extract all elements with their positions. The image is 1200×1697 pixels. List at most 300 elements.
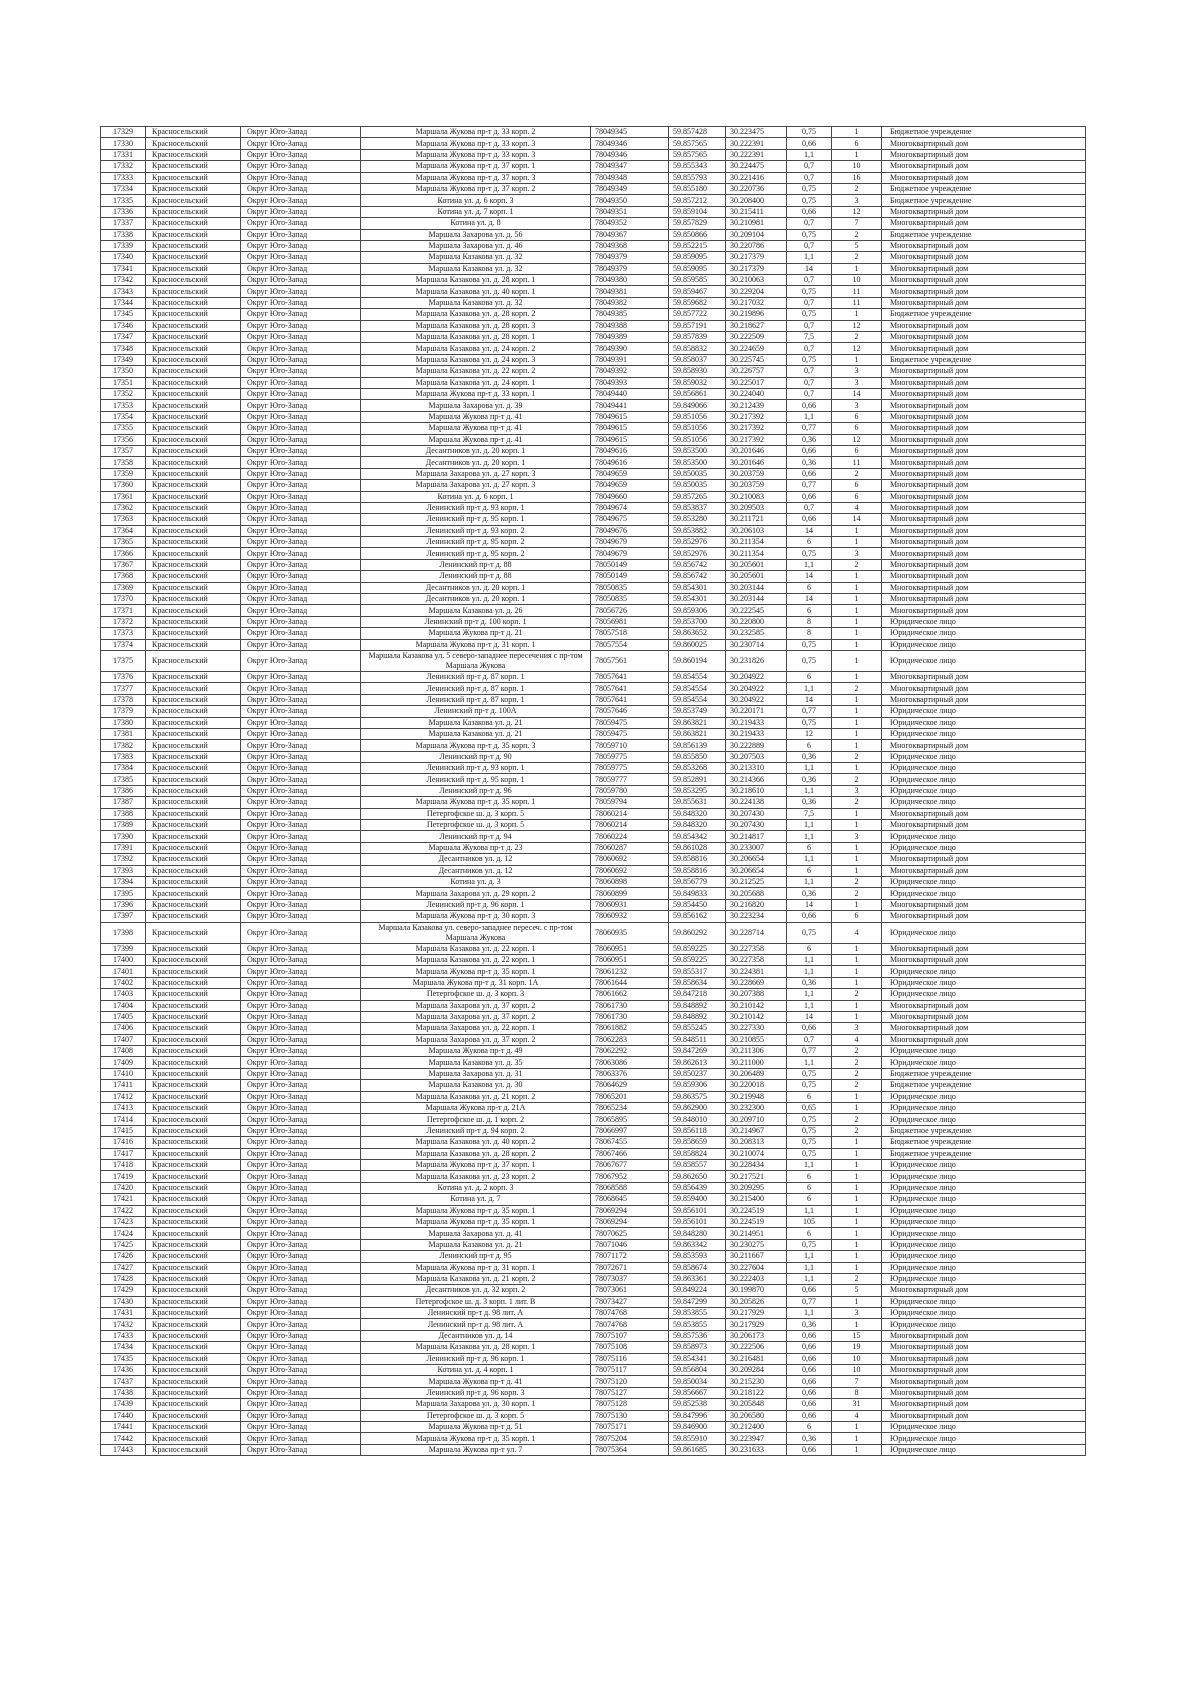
cell-count: 7 xyxy=(832,218,882,229)
cell-address: Петергофское ш. д. 3 корп. 1 лит. В xyxy=(361,1296,591,1307)
cell-longitude: 30.227330 xyxy=(726,1023,787,1034)
cell-district: Красносельский xyxy=(146,229,241,240)
cell-latitude: 59.852891 xyxy=(669,774,726,785)
cell-longitude: 30.211354 xyxy=(726,548,787,559)
table-row xyxy=(101,1273,1086,1284)
cell-code: 78049675 xyxy=(591,514,669,525)
cell-latitude: 59.853700 xyxy=(669,616,726,627)
cell-district: Красносельский xyxy=(146,797,241,808)
cell-district: Красносельский xyxy=(146,1023,241,1034)
cell-value: 0,77 xyxy=(787,423,832,434)
cell-code: 78057518 xyxy=(591,628,669,639)
cell-code: 78060951 xyxy=(591,943,669,954)
cell-value: 1,1 xyxy=(787,1273,832,1284)
cell-code: 78049347 xyxy=(591,161,669,172)
cell-value: 0,36 xyxy=(787,797,832,808)
cell-code: 78049615 xyxy=(591,423,669,434)
cell-code: 78049379 xyxy=(591,252,669,263)
cell-longitude: 30.210142 xyxy=(726,1011,787,1022)
cell-id: 17380 xyxy=(101,717,146,728)
cell-address: Ленинский пр-т д. 93 корп. 1 xyxy=(361,763,591,774)
cell-okrug: Округ Юго-Запад xyxy=(241,252,361,263)
cell-value: 0,66 xyxy=(787,1365,832,1376)
cell-address: Десантников ул. д. 20 корп. 1 xyxy=(361,457,591,468)
cell-latitude: 59.855631 xyxy=(669,797,726,808)
table-row xyxy=(101,954,1086,965)
cell-longitude: 30.204922 xyxy=(726,683,787,694)
cell-code: 78060214 xyxy=(591,820,669,831)
cell-id: 17384 xyxy=(101,763,146,774)
cell-latitude: 59.860025 xyxy=(669,639,726,650)
cell-okrug: Округ Юго-Запад xyxy=(241,1125,361,1136)
cell-latitude: 59.856861 xyxy=(669,388,726,399)
cell-count: 1 xyxy=(832,537,882,548)
cell-id: 17430 xyxy=(101,1296,146,1307)
cell-value: 14 xyxy=(787,1011,832,1022)
cell-address: Маршала Захарова ул. д. 22 корп. 1 xyxy=(361,1023,591,1034)
cell-latitude: 59.846900 xyxy=(669,1421,726,1432)
cell-count: 10 xyxy=(832,1353,882,1364)
cell-value: 6 xyxy=(787,1228,832,1239)
cell-value: 6 xyxy=(787,605,832,616)
cell-okrug: Округ Юго-Запад xyxy=(241,275,361,286)
cell-object-type: Юридическое лицо xyxy=(882,1421,1086,1432)
table-row xyxy=(101,1103,1086,1114)
cell-id: 17422 xyxy=(101,1205,146,1216)
cell-longitude: 30.209104 xyxy=(726,229,787,240)
cell-longitude: 30.224040 xyxy=(726,388,787,399)
cell-count: 1 xyxy=(832,899,882,910)
cell-okrug: Округ Юго-Запад xyxy=(241,831,361,842)
cell-okrug: Округ Юго-Запад xyxy=(241,491,361,502)
cell-count: 1 xyxy=(832,571,882,582)
cell-district: Красносельский xyxy=(146,457,241,468)
cell-address: Котина ул. д. 7 корп. 1 xyxy=(361,206,591,217)
cell-latitude: 59.859225 xyxy=(669,943,726,954)
cell-latitude: 59.855910 xyxy=(669,1433,726,1444)
cell-object-type: Юридическое лицо xyxy=(882,1251,1086,1262)
table-row xyxy=(101,1125,1086,1136)
cell-okrug: Округ Юго-Запад xyxy=(241,706,361,717)
cell-code: 78056726 xyxy=(591,605,669,616)
cell-okrug: Округ Юго-Запад xyxy=(241,751,361,762)
cell-latitude: 59.853749 xyxy=(669,706,726,717)
cell-address: Маршала Казакова ул. д. 28 корп. 2 xyxy=(361,309,591,320)
cell-id: 17377 xyxy=(101,683,146,694)
cell-address: Ленинский пр-т д. 87 корп. 1 xyxy=(361,694,591,705)
cell-value: 1,1 xyxy=(787,989,832,1000)
cell-longitude: 30.204922 xyxy=(726,671,787,682)
cell-latitude: 59.848280 xyxy=(669,1228,726,1239)
cell-id: 17331 xyxy=(101,149,146,160)
cell-object-type: Многоквартирный дом xyxy=(882,582,1086,593)
cell-value: 1,1 xyxy=(787,966,832,977)
cell-district: Красносельский xyxy=(146,1159,241,1170)
cell-district: Красносельский xyxy=(146,138,241,149)
cell-address: Маршала Казакова ул. д. 32 xyxy=(361,252,591,263)
cell-object-type: Многоквартирный дом xyxy=(882,1387,1086,1398)
cell-id: 17396 xyxy=(101,899,146,910)
cell-id: 17408 xyxy=(101,1046,146,1057)
cell-longitude: 30.224519 xyxy=(726,1205,787,1216)
table-row xyxy=(101,1308,1086,1319)
cell-address: Маршала Жукова пр-т д. 41 xyxy=(361,434,591,445)
cell-latitude: 59.856118 xyxy=(669,1125,726,1136)
cell-code: 78060287 xyxy=(591,842,669,853)
table-row xyxy=(101,206,1086,217)
cell-okrug: Округ Юго-Запад xyxy=(241,1023,361,1034)
cell-value: 0,66 xyxy=(787,1399,832,1410)
table-row xyxy=(101,127,1086,138)
cell-object-type: Бюджетное учреждение xyxy=(882,354,1086,365)
cell-latitude: 59.857839 xyxy=(669,332,726,343)
cell-object-type: Многоквартирный дом xyxy=(882,514,1086,525)
cell-district: Красносельский xyxy=(146,1353,241,1364)
cell-id: 17354 xyxy=(101,411,146,422)
cell-latitude: 59.853268 xyxy=(669,763,726,774)
cell-code: 78050835 xyxy=(591,582,669,593)
cell-code: 78049348 xyxy=(591,172,669,183)
cell-longitude: 30.208400 xyxy=(726,195,787,206)
cell-value: 0,66 xyxy=(787,400,832,411)
cell-okrug: Округ Юго-Запад xyxy=(241,582,361,593)
cell-object-type: Многоквартирный дом xyxy=(882,1365,1086,1376)
cell-object-type: Многоквартирный дом xyxy=(882,820,1086,831)
cell-district: Красносельский xyxy=(146,206,241,217)
cell-longitude: 30.211306 xyxy=(726,1046,787,1057)
cell-object-type: Многоквартирный дом xyxy=(882,286,1086,297)
table-row xyxy=(101,1251,1086,1262)
cell-code: 78073427 xyxy=(591,1296,669,1307)
cell-count: 1 xyxy=(832,1433,882,1444)
cell-value: 0,75 xyxy=(787,1080,832,1091)
cell-district: Красносельский xyxy=(146,525,241,536)
cell-longitude: 30.222391 xyxy=(726,149,787,160)
table-row xyxy=(101,1023,1086,1034)
cell-value: 6 xyxy=(787,1421,832,1432)
cell-longitude: 30.211354 xyxy=(726,537,787,548)
cell-latitude: 59.856779 xyxy=(669,877,726,888)
cell-latitude: 59.856742 xyxy=(669,571,726,582)
cell-id: 17367 xyxy=(101,559,146,570)
cell-address: Десантников ул. д. 12 xyxy=(361,854,591,865)
cell-count: 1 xyxy=(832,1216,882,1227)
cell-object-type: Юридическое лицо xyxy=(882,1194,1086,1205)
cell-code: 78063086 xyxy=(591,1057,669,1068)
cell-value: 1,1 xyxy=(787,1205,832,1216)
table-row xyxy=(101,1421,1086,1432)
cell-count: 5 xyxy=(832,240,882,251)
cell-value: 0,7 xyxy=(787,275,832,286)
cell-okrug: Округ Юго-Запад xyxy=(241,740,361,751)
cell-object-type: Многоквартирный дом xyxy=(882,1011,1086,1022)
table-row xyxy=(101,1171,1086,1182)
table-row xyxy=(101,480,1086,491)
cell-value: 0,7 xyxy=(787,1034,832,1045)
table-row xyxy=(101,808,1086,819)
cell-object-type: Многоквартирный дом xyxy=(882,943,1086,954)
cell-code: 78049440 xyxy=(591,388,669,399)
cell-okrug: Округ Юго-Запад xyxy=(241,820,361,831)
cell-district: Красносельский xyxy=(146,1011,241,1022)
cell-district: Красносельский xyxy=(146,434,241,445)
cell-district: Красносельский xyxy=(146,491,241,502)
cell-object-type: Юридическое лицо xyxy=(882,751,1086,762)
cell-id: 17392 xyxy=(101,854,146,865)
cell-value: 6 xyxy=(787,537,832,548)
cell-address: Петергофское ш. д. 3 корп. 3 xyxy=(361,989,591,1000)
cell-count: 1 xyxy=(832,1194,882,1205)
cell-code: 78075130 xyxy=(591,1410,669,1421)
cell-address: Ленинский пр-т д. 95 xyxy=(361,1251,591,1262)
cell-address: Ленинский пр-т д. 94 xyxy=(361,831,591,842)
cell-okrug: Округ Юго-Запад xyxy=(241,763,361,774)
cell-address: Ленинский пр-т д. 93 корп. 2 xyxy=(361,525,591,536)
cell-latitude: 59.858557 xyxy=(669,1159,726,1170)
cell-id: 17346 xyxy=(101,320,146,331)
cell-id: 17423 xyxy=(101,1216,146,1227)
cell-code: 78074768 xyxy=(591,1308,669,1319)
cell-id: 17387 xyxy=(101,797,146,808)
cell-address: Ленинский пр-т д. 93 корп. 1 xyxy=(361,502,591,513)
cell-okrug: Округ Юго-Запад xyxy=(241,240,361,251)
cell-object-type: Юридическое лицо xyxy=(882,728,1086,739)
table-row xyxy=(101,537,1086,548)
cell-code: 78049679 xyxy=(591,537,669,548)
table-row xyxy=(101,263,1086,274)
cell-address: Маршала Жукова пр-т д. 30 корп. 3 xyxy=(361,911,591,922)
cell-object-type: Многоквартирный дом xyxy=(882,377,1086,388)
table-row xyxy=(101,1365,1086,1376)
cell-okrug: Округ Юго-Запад xyxy=(241,1194,361,1205)
table-row xyxy=(101,854,1086,865)
cell-count: 12 xyxy=(832,343,882,354)
cell-id: 17410 xyxy=(101,1068,146,1079)
cell-district: Красносельский xyxy=(146,706,241,717)
cell-latitude: 59.856101 xyxy=(669,1216,726,1227)
cell-address: Маршала Жукова пр-т д. 21А xyxy=(361,1103,591,1114)
table-row xyxy=(101,820,1086,831)
cell-code: 78060898 xyxy=(591,877,669,888)
cell-district: Красносельский xyxy=(146,1433,241,1444)
cell-address: Десантников ул. д. 12 xyxy=(361,865,591,876)
cell-district: Красносельский xyxy=(146,1125,241,1136)
cell-okrug: Округ Юго-Запад xyxy=(241,514,361,525)
cell-longitude: 30.203759 xyxy=(726,468,787,479)
cell-district: Красносельский xyxy=(146,377,241,388)
cell-id: 17388 xyxy=(101,808,146,819)
cell-longitude: 30.232300 xyxy=(726,1103,787,1114)
cell-code: 78050149 xyxy=(591,571,669,582)
cell-count: 16 xyxy=(832,172,882,183)
cell-value: 14 xyxy=(787,694,832,705)
cell-code: 78075171 xyxy=(591,1421,669,1432)
cell-district: Красносельский xyxy=(146,831,241,842)
cell-code: 78075107 xyxy=(591,1330,669,1341)
cell-count: 1 xyxy=(832,1239,882,1250)
cell-okrug: Округ Юго-Запад xyxy=(241,1239,361,1250)
cell-okrug: Округ Юго-Запад xyxy=(241,1137,361,1148)
cell-count: 4 xyxy=(832,502,882,513)
cell-value: 14 xyxy=(787,594,832,605)
cell-id: 17401 xyxy=(101,966,146,977)
cell-address: Маршала Жукова пр-т д. 35 корп. 1 xyxy=(361,1205,591,1216)
cell-latitude: 59.859306 xyxy=(669,1080,726,1091)
cell-longitude: 30.217929 xyxy=(726,1308,787,1319)
cell-district: Красносельский xyxy=(146,1421,241,1432)
cell-district: Красносельский xyxy=(146,1319,241,1330)
cell-value: 0,75 xyxy=(787,1148,832,1159)
cell-object-type: Многоквартирный дом xyxy=(882,525,1086,536)
cell-address: Маршала Захарова ул. д. 37 корп. 2 xyxy=(361,1011,591,1022)
cell-count: 1 xyxy=(832,1091,882,1102)
cell-district: Красносельский xyxy=(146,1285,241,1296)
table-row xyxy=(101,1137,1086,1148)
table-row xyxy=(101,639,1086,650)
cell-okrug: Округ Юго-Запад xyxy=(241,865,361,876)
cell-id: 17375 xyxy=(101,650,146,671)
cell-id: 17365 xyxy=(101,537,146,548)
table-row xyxy=(101,1216,1086,1227)
cell-id: 17338 xyxy=(101,229,146,240)
cell-value: 0,77 xyxy=(787,480,832,491)
cell-id: 17440 xyxy=(101,1410,146,1421)
cell-latitude: 59.857265 xyxy=(669,491,726,502)
table-row xyxy=(101,149,1086,160)
cell-object-type: Юридическое лицо xyxy=(882,639,1086,650)
table-row xyxy=(101,218,1086,229)
cell-latitude: 59.850866 xyxy=(669,229,726,240)
cell-object-type: Многоквартирный дом xyxy=(882,320,1086,331)
cell-latitude: 59.854554 xyxy=(669,671,726,682)
cell-id: 17428 xyxy=(101,1273,146,1284)
cell-object-type: Многоквартирный дом xyxy=(882,1410,1086,1421)
cell-latitude: 59.853837 xyxy=(669,502,726,513)
cell-district: Красносельский xyxy=(146,1296,241,1307)
cell-object-type: Юридическое лицо xyxy=(882,1159,1086,1170)
cell-count: 2 xyxy=(832,229,882,240)
cell-value: 0,66 xyxy=(787,138,832,149)
cell-address: Маршала Казакова ул. д. 24 корп. 1 xyxy=(361,377,591,388)
table-row xyxy=(101,594,1086,605)
cell-code: 78057641 xyxy=(591,671,669,682)
cell-code: 78059475 xyxy=(591,728,669,739)
cell-code: 78049349 xyxy=(591,183,669,194)
cell-code: 78049391 xyxy=(591,354,669,365)
cell-object-type: Юридическое лицо xyxy=(882,650,1086,671)
cell-id: 17337 xyxy=(101,218,146,229)
cell-count: 1 xyxy=(832,943,882,954)
cell-address: Маршала Казакова ул. д. 28 корп. 1 xyxy=(361,332,591,343)
cell-okrug: Округ Юго-Запад xyxy=(241,1182,361,1193)
cell-value: 0,75 xyxy=(787,1125,832,1136)
cell-id: 17413 xyxy=(101,1103,146,1114)
table-row xyxy=(101,582,1086,593)
cell-latitude: 59.860292 xyxy=(669,922,726,943)
cell-longitude: 30.214967 xyxy=(726,1125,787,1136)
cell-address: Маршала Жукова пр-т д. 33 корп. 3 xyxy=(361,149,591,160)
table-row xyxy=(101,1148,1086,1159)
cell-value: 0,75 xyxy=(787,650,832,671)
table-row xyxy=(101,411,1086,422)
cell-id: 17364 xyxy=(101,525,146,536)
cell-id: 17357 xyxy=(101,445,146,456)
cell-longitude: 30.218122 xyxy=(726,1387,787,1398)
cell-latitude: 59.848320 xyxy=(669,808,726,819)
cell-object-type: Юридическое лицо xyxy=(882,1103,1086,1114)
cell-count: 5 xyxy=(832,1285,882,1296)
cell-value: 6 xyxy=(787,582,832,593)
cell-value: 6 xyxy=(787,1194,832,1205)
cell-okrug: Округ Юго-Запад xyxy=(241,332,361,343)
cell-latitude: 59.859032 xyxy=(669,377,726,388)
cell-okrug: Округ Юго-Запад xyxy=(241,206,361,217)
cell-count: 11 xyxy=(832,286,882,297)
table-row xyxy=(101,332,1086,343)
cell-latitude: 59.852538 xyxy=(669,1399,726,1410)
cell-code: 78049441 xyxy=(591,400,669,411)
cell-okrug: Округ Юго-Запад xyxy=(241,842,361,853)
cell-okrug: Округ Юго-Запад xyxy=(241,1103,361,1114)
cell-object-type: Многоквартирный дом xyxy=(882,400,1086,411)
cell-value: 1,1 xyxy=(787,1000,832,1011)
cell-object-type: Многоквартирный дом xyxy=(882,206,1086,217)
cell-count: 4 xyxy=(832,922,882,943)
cell-okrug: Округ Юго-Запад xyxy=(241,1000,361,1011)
cell-longitude: 30.208313 xyxy=(726,1137,787,1148)
cell-longitude: 30.220736 xyxy=(726,183,787,194)
cell-latitude: 59.858816 xyxy=(669,854,726,865)
cell-count: 1 xyxy=(832,354,882,365)
cell-value: 0,36 xyxy=(787,457,832,468)
cell-okrug: Округ Юго-Запад xyxy=(241,594,361,605)
cell-code: 78063376 xyxy=(591,1068,669,1079)
cell-count: 2 xyxy=(832,1273,882,1284)
cell-okrug: Округ Юго-Запад xyxy=(241,1296,361,1307)
cell-address: Маршала Казакова ул. д. 22 корп. 2 xyxy=(361,366,591,377)
cell-longitude: 30.222391 xyxy=(726,138,787,149)
table-row xyxy=(101,286,1086,297)
cell-okrug: Округ Юго-Запад xyxy=(241,717,361,728)
cell-value: 6 xyxy=(787,1171,832,1182)
cell-count: 1 xyxy=(832,1148,882,1159)
cell-latitude: 59.849066 xyxy=(669,400,726,411)
cell-longitude: 30.211000 xyxy=(726,1057,787,1068)
cell-count: 1 xyxy=(832,671,882,682)
cell-object-type: Многоквартирный дом xyxy=(882,537,1086,548)
table-row xyxy=(101,717,1086,728)
cell-object-type: Юридическое лицо xyxy=(882,1182,1086,1193)
cell-longitude: 30.214951 xyxy=(726,1228,787,1239)
cell-code: 78049615 xyxy=(591,411,669,422)
cell-count: 1 xyxy=(832,1171,882,1182)
cell-okrug: Округ Юго-Запад xyxy=(241,480,361,491)
cell-longitude: 30.203144 xyxy=(726,582,787,593)
cell-object-type: Бюджетное учреждение xyxy=(882,1137,1086,1148)
cell-code: 78059780 xyxy=(591,785,669,796)
cell-okrug: Округ Юго-Запад xyxy=(241,195,361,206)
cell-okrug: Округ Юго-Запад xyxy=(241,616,361,627)
table-row xyxy=(101,548,1086,559)
cell-latitude: 59.859095 xyxy=(669,252,726,263)
cell-okrug: Округ Юго-Запад xyxy=(241,1319,361,1330)
cell-count: 10 xyxy=(832,1365,882,1376)
cell-longitude: 30.217379 xyxy=(726,263,787,274)
cell-id: 17371 xyxy=(101,605,146,616)
cell-count: 1 xyxy=(832,1421,882,1432)
cell-object-type: Многоквартирный дом xyxy=(882,1000,1086,1011)
cell-id: 17421 xyxy=(101,1194,146,1205)
